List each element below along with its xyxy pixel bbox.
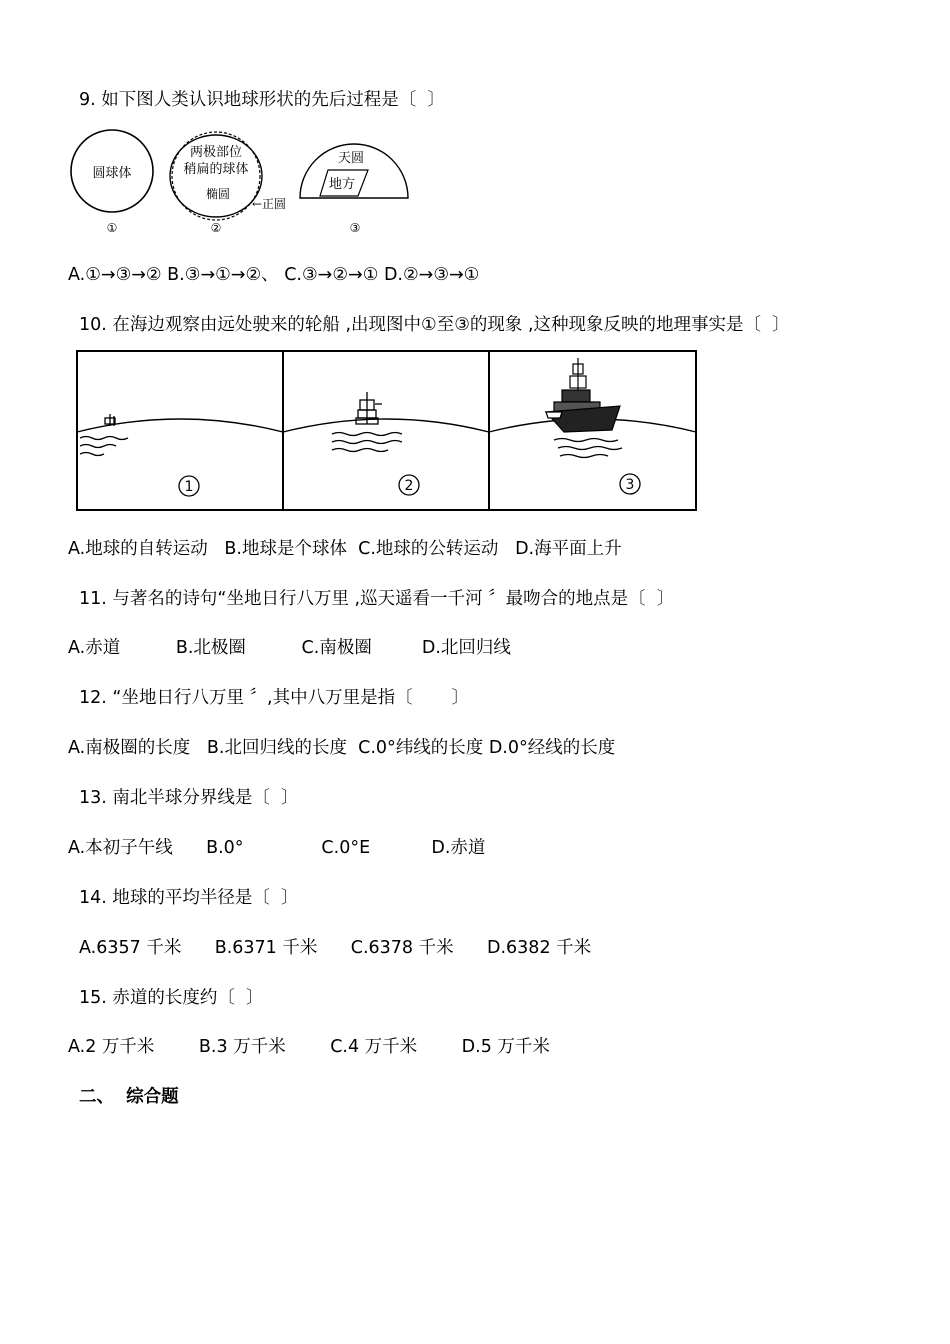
ellipsoid-label-line2: 稍扁的球体 <box>183 162 249 177</box>
round-heaven-label: 天圆 <box>337 151 365 166</box>
question-12-stem: 12. “坐地日行八万里 〞,其中八万里是指〔 〕 <box>79 688 470 708</box>
question-10-stem: 10. 在海边观察由远处驶来的轮船 ,出现图中①至③的现象 ,这种现象反映的地理事实是〔 〕 <box>79 315 790 335</box>
figure-number-1: ① <box>106 221 118 235</box>
ship-mast-small <box>105 414 115 426</box>
question-12-options: A.南极圈的长度 B.北回归线的长度 C.0°纬线的长度 D.0°经线的长度 <box>68 738 616 758</box>
earth-shape-figure <box>66 122 416 240</box>
question-9-options: A.①→③→② B.③→①→②、 C.③→②→① D.②→③→① <box>68 265 480 285</box>
question-13-options: A.本初子午线 B.0° C.0°E D.赤道 <box>68 838 486 858</box>
ellipse-label: 椭圆 <box>205 187 231 201</box>
question-11-stem: 11. 与著名的诗句“坐地日行八万里 ,巡天遥看一千河 〞最吻合的地点是〔 〕 <box>79 589 675 609</box>
figure-number-3: ③ <box>349 221 361 235</box>
ship-full <box>546 358 620 432</box>
square-earth-label: 地方 <box>328 177 356 192</box>
question-15-options: A.2 万千米 B.3 万千米 C.4 万千米 D.5 万千米 <box>68 1037 550 1057</box>
panel-number-3: 3 <box>625 477 635 493</box>
panel-number-2: 2 <box>404 478 414 494</box>
ship-horizon-figure <box>76 350 698 512</box>
ellipsoid-label-line1: 两极部位 <box>189 145 243 160</box>
question-9-stem: 9. 如下图人类认识地球形状的先后过程是〔 〕 <box>79 90 445 110</box>
question-10-options: A.地球的自转运动 B.地球是个球体 C.地球的公转运动 D.海平面上升 <box>68 539 622 559</box>
section-2-title: 二、 综合题 <box>79 1087 179 1107</box>
figure-number-2: ② <box>210 221 222 235</box>
question-14-options: A.6357 千米 B.6371 千米 C.6378 千米 D.6382 千米 <box>79 938 592 958</box>
panel-number-1: 1 <box>184 479 194 495</box>
question-15-stem: 15. 赤道的长度约〔 〕 <box>79 988 264 1008</box>
circle-label: ←正圆 <box>252 197 287 211</box>
sphere-label: 圆球体 <box>92 166 132 181</box>
question-13-stem: 13. 南北半球分界线是〔 〕 <box>79 788 299 808</box>
question-11-options: A.赤道 B.北极圈 C.南极圈 D.北回归线 <box>68 638 511 658</box>
question-14-stem: 14. 地球的平均半径是〔 〕 <box>79 888 299 908</box>
